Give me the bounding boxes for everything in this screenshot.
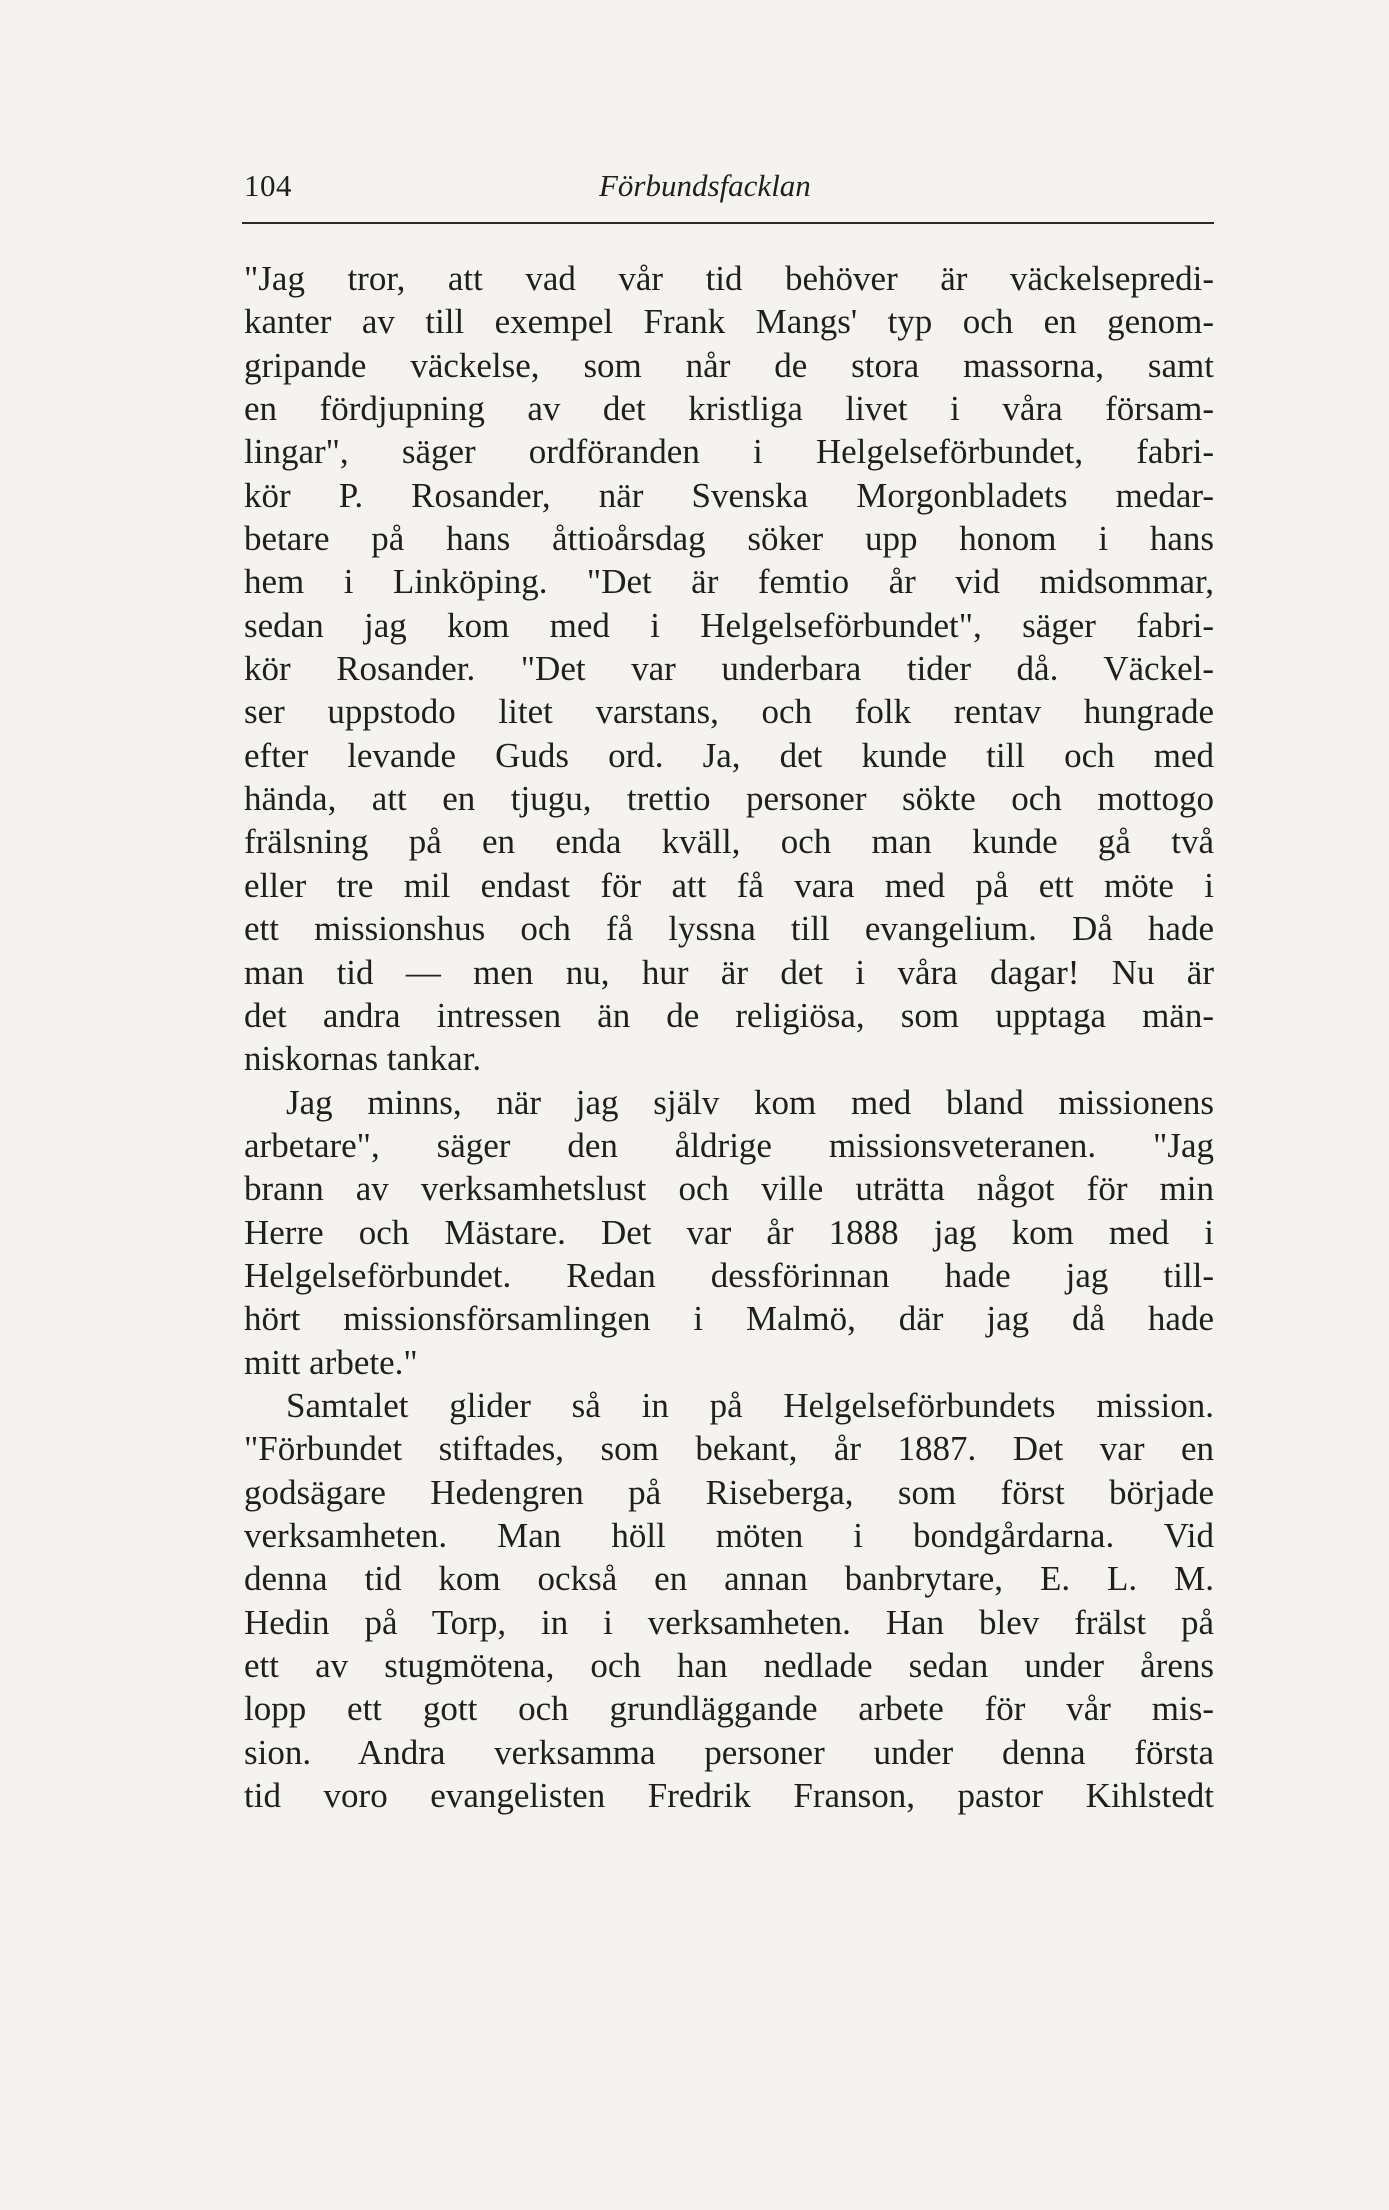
text-line: godsägare Hedengren på Riseberga, som först började <box>244 1472 1214 1512</box>
text-line: lopp ett gott och grundläggande arbete för vår mis- <box>244 1689 1214 1729</box>
text-line: kanter av till exempel Frank Mangs' typ och en genom- <box>244 302 1214 342</box>
text-line: eller tre mil endast för att få vara med på ett möte i <box>244 865 1214 905</box>
running-head <box>244 168 1214 216</box>
text-line: ett missionshus och få lyssna till evangelium. Då hade <box>244 909 1214 949</box>
page-number: 104 <box>244 168 292 203</box>
text-line: gripande väckelse, som når de stora massorna, samt <box>244 345 1214 385</box>
text-line: sion. Andra verksamma personer under denna första <box>244 1732 1214 1772</box>
text-line: verksamheten. Man höll möten i bondgårdarna. Vid <box>244 1515 1214 1555</box>
text-line: det andra intressen än de religiösa, som upptaga män- <box>244 995 1214 1035</box>
text-line: niskornas tankar. <box>244 1039 482 1079</box>
text-line: ett av stugmötena, och han nedlade sedan under årens <box>244 1646 1214 1685</box>
text-line: man tid — men nu, hur är det i våra dagar! Nu är <box>244 952 1214 992</box>
text-line: mitt arbete." <box>244 1342 418 1382</box>
text-line: hända, att en tjugu, trettio personer sökte och mottogo <box>244 779 1214 819</box>
text-line: betare på hans åttioårsdag söker upp honom i hans <box>244 519 1214 559</box>
text-line: brann av verksamhetslust och ville uträtta något för min <box>244 1169 1214 1209</box>
text-line: Herre och Mästare. Det var år 1888 jag kom med i <box>244 1212 1214 1252</box>
running-title: Förbundsfacklan <box>599 168 811 203</box>
text-line: efter levande Guds ord. Ja, det kunde till och med <box>244 735 1214 775</box>
text-line: Samtalet glider så in på Helgelseförbundets mission. <box>286 1385 1214 1425</box>
text-line: Hedin på Torp, in i verksamheten. Han blev frälst på <box>244 1602 1214 1642</box>
text-line: sedan jag kom med i Helgelseförbundet", säger fabri- <box>244 605 1214 645</box>
text-line: Helgelseförbundet. Redan dessförinnan hade jag till- <box>244 1255 1214 1295</box>
text-line: ser uppstodo litet varstans, och folk rentav hungrade <box>244 692 1214 732</box>
text-line: hört missionsförsamlingen i Malmö, där jag då hade <box>244 1299 1214 1339</box>
header-rule <box>242 222 1214 224</box>
text-line: lingar", säger ordföranden i Helgelseförbundet, fabri- <box>244 432 1214 472</box>
text-line: frälsning på en enda kväll, och man kunde gå två <box>244 822 1214 862</box>
text-line: "Jag tror, att vad vår tid behöver är väckelsepredi- <box>244 259 1214 298</box>
body-text <box>244 257 1214 1817</box>
text-line: en fördjupning av det kristliga livet i våra försam- <box>244 389 1214 429</box>
text-line: arbetare", säger den åldrige missionsveteranen. "Jag <box>244 1125 1214 1165</box>
text-line: Jag minns, när jag själv kom med bland missionens <box>286 1082 1214 1122</box>
text-line: denna tid kom också en annan banbrytare, E. L. M. <box>244 1559 1214 1599</box>
text-line: kör P. Rosander, när Svenska Morgonbladets medar- <box>244 475 1214 515</box>
text-line: "Förbundet stiftades, som bekant, år 1887. Det var en <box>244 1429 1214 1469</box>
text-line: kör Rosander. "Det var underbara tider då. Väckel- <box>244 649 1214 689</box>
text-line: tid voro evangelisten Fredrik Franson, pastor Kihlstedt <box>244 1776 1214 1816</box>
text-line: hem i Linköping. "Det är femtio år vid midsommar, <box>244 562 1214 602</box>
